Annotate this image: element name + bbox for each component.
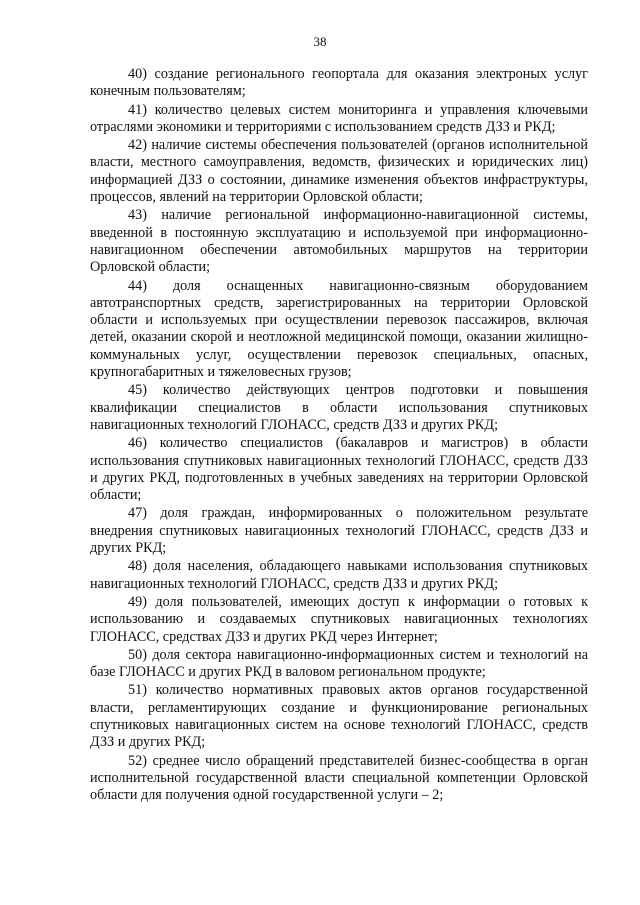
list-item-45: 45) количество действующих центров подготовки и повышения квалификации специалистов в области использования спутниковых навигационных технологий ГЛОНАСС, средств ДЗЗ и других РКД; bbox=[90, 382, 588, 433]
list-item-44: 44) доля оснащенных навигационно-связным оборудованием автотранспортных средств, зарегистрированных на территории Орловской области и используемых при осуществлении перевозок пассажиров, включая детей, оказании скорой и неотложной медицинской помощи, оказании жилищно-коммунальных услуг, осуществлении перевозок специальных, опасных, крупногабаритных и тяжеловесных грузов; bbox=[90, 277, 588, 381]
document-body bbox=[90, 66, 588, 805]
list-item-51: 51) количество нормативных правовых актов органов государственной власти, регламентирующих создание и функционирование региональных спутниковых навигационных систем на основе технологий ГЛОНАСС, средств ДЗЗ и других РКД; bbox=[90, 682, 588, 751]
list-item-41: 41) количество целевых систем мониторинга и управления ключевыми отраслями экономики и территориями с использованием средств ДЗЗ и РКД; bbox=[90, 101, 588, 135]
list-item-52: 52) среднее число обращений представителей бизнес-сообщества в орган исполнительной государственной власти специальной компетенции Орловской области для получения одной государственной услуги – 2; bbox=[90, 752, 588, 804]
list-item-49: 49) доля пользователей, имеющих доступ к информации о готовых к использованию и создаваемых спутниковых навигационных технологиях ГЛОНАСС, средствах ДЗЗ и других РКД через Интернет; bbox=[90, 593, 588, 645]
list-item-46: 46) количество специалистов (бакалавров и магистров) в области использования спутниковых навигационных технологий ГЛОНАСС, средств ДЗЗ и других РКД, подготовленных в учебных заведениях на территории Орловской области; bbox=[90, 435, 588, 504]
list-item-47: 47) доля граждан, информированных о положительном результате внедрения спутниковых навигационных технологий ГЛОНАСС, средств ДЗЗ и других РКД; bbox=[90, 505, 588, 557]
list-item-48: 48) доля населения, обладающего навыками использования спутниковых навигационных технологий ГЛОНАСС, средств ДЗЗ и других РКД; bbox=[90, 558, 588, 592]
list-item-50: 50) доля сектора навигационно-информационных систем и технологий на базе ГЛОНАСС и других РКД в валовом региональном продукте; bbox=[90, 646, 588, 681]
list-item-43: 43) наличие региональной информационно-навигационной системы, введенной в постоянную эксплуатацию и используемой при информационно-навигационном обеспечении автомобильных маршрутов на территории Орловской области; bbox=[90, 207, 588, 276]
list-item-40: 40) создание регионального геопортала для оказания электроных услуг конечным пользователям; bbox=[90, 66, 588, 100]
list-item-42: 42) наличие системы обеспечения пользователей (органов исполнительной власти, местного самоуправления, ведомств, физических и юридических лиц) информацией ДЗЗ о состоянии, динамике изменения объектов инфраструктуры, процессов, явлений на территории Орловской области; bbox=[90, 137, 588, 206]
page-number: 38 bbox=[313, 34, 327, 49]
